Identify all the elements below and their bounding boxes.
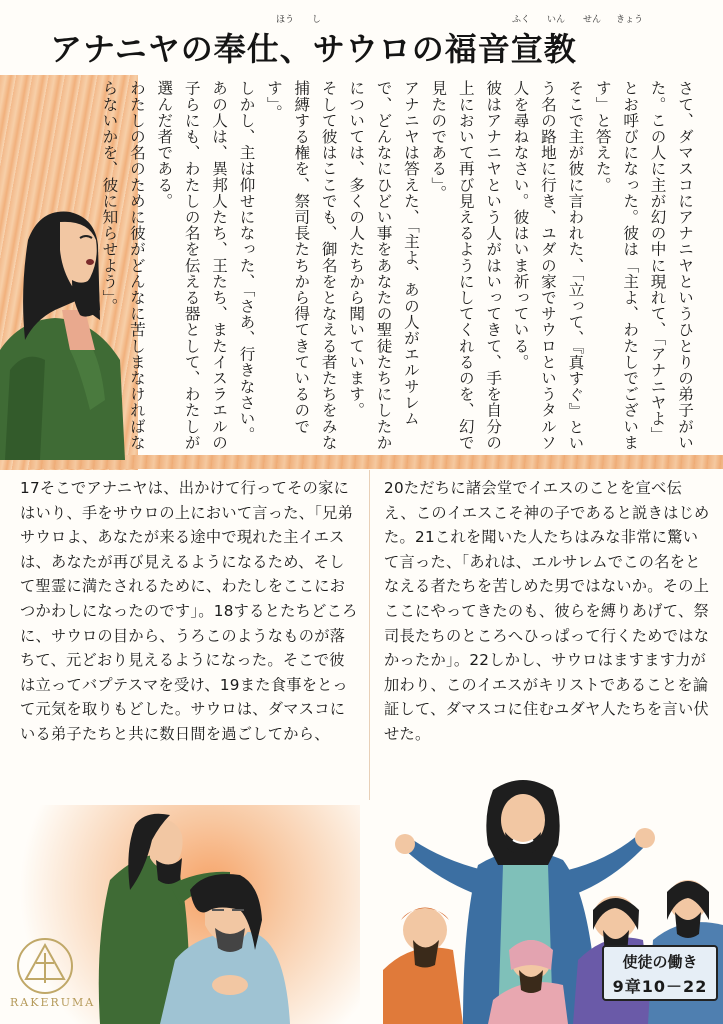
right-scripture-column: 20ただちに諸会堂でイエスのことを宣べ伝え、このイエスこそ神の子であると説きはじめた。21これを聞いた人たちはみな非常に驚いて言った、「あれは、エルサレムでこの名をとなえる者たちを苦しめた男ではないか。その上ここにやってきたのも、彼らを縛りあげて、祭司長たちのところへひっぱって行くためではなかったか」。22しかし、サウロはますます力が加わり、このイエスがキリストであることを論証して、ダマスコに住むユダヤ人たちを言い伏せた。	[384, 479, 710, 743]
ruby-ho: ほう	[276, 15, 295, 25]
rakeruma-emblem-icon	[14, 935, 76, 997]
left-scripture-column: 17そこでアナニヤは、出かけて行ってその家にはいり、手をサウロの上において言った、「兄弟サウロよ、あなたが来る途中で現れた主イエスは、あなたが再び見えるようになるため、そして聖霊に満たされるために、わたしをここにおつかわしになったのです」。18するとたちどころに、サウロの目から、うろこのようなものが落ちて、元どおり見えるようになった。そこで彼は立ってバプテスマを受け、19また食事をとって元気を取りもどした。サウロは、ダマスコにいる弟子たちと共に数日間を過ごしてから、	[20, 479, 358, 743]
ananias-laying-hands-illustration	[90, 810, 340, 1024]
page-title: アナニヤの奉仕、サウロの福音宣教	[50, 30, 577, 68]
vertical-paragraph: アナニヤは答えた、「主よ、あの人がエルサレムで、どんなにひどい事をあなたの聖徒たちにしたかについては、多くの人たちから聞いています。	[347, 80, 420, 451]
scripture-reference-box	[602, 945, 718, 1001]
vertical-paragraph: 彼はアナニヤという人がはいってきて、手を自分の上において再び見えるようにしてくれるのを、幻で見たのである」。	[429, 80, 503, 451]
vertical-paragraph: しかし、主は仰せになった、「さあ、行きなさい。あの人は、異邦人たち、王たち、またイスラエルの子らにも、わたしの名を伝える器として、わたしが選んだ者である。	[155, 80, 256, 451]
vertical-paragraph: わたしの名のために彼がどんなに苦しまなければならないかを、彼に知らせよう」。	[100, 80, 146, 451]
ruby-sen: せん	[583, 15, 602, 25]
reference-chapter-verses: 9章10－22	[612, 977, 708, 996]
reference-book: 使徒の働き	[622, 953, 698, 971]
vertical-scripture-text	[100, 80, 698, 452]
title-area	[50, 10, 650, 70]
ruby-kyou: きょう	[616, 15, 644, 25]
vertical-paragraph: そこで主が彼に言われた、「立って、『真すぐ』という名の路地に行き、ユダの家でサウロというタルソ人を尋ねなさい。彼はいま祈っている。	[511, 80, 585, 451]
vertical-paragraph: そして彼はここでも、御名をとなえる者たちをみな捕縛する権を、祭司長たちから得てきているのです」。	[264, 80, 338, 451]
ruby-in: いん	[547, 15, 566, 25]
ruby-fuku: ふく	[512, 15, 531, 25]
vertical-paragraph: さて、ダマスコにアナニヤというひとりの弟子がいた。この人に主が幻の中に現れて、「アナニヤよ」とお呼びになった。彼は「主よ、わたしでございます」と答えた。	[593, 80, 694, 451]
rakeruma-logo-text: RAKERUMA	[10, 996, 96, 1009]
ruby-shi: し	[312, 15, 322, 25]
column-divider	[369, 470, 370, 800]
